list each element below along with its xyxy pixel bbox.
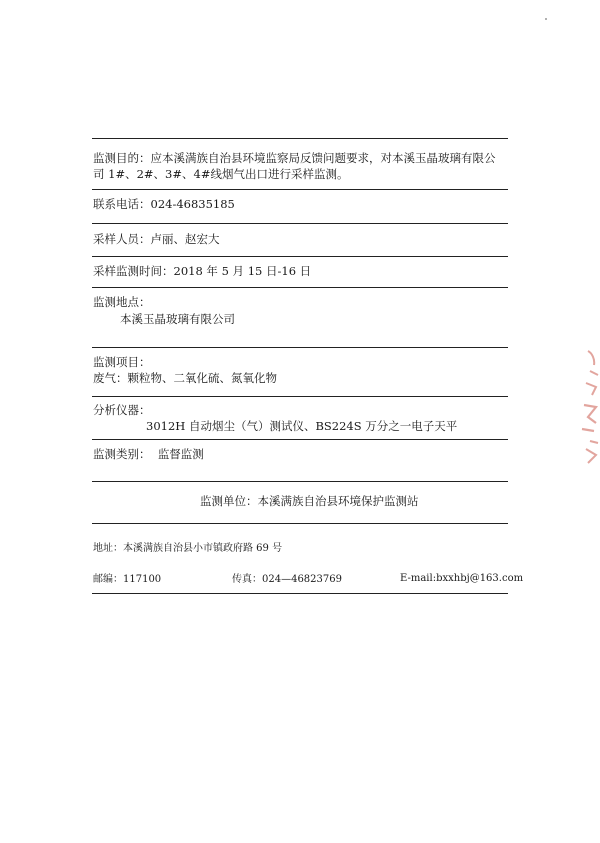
footer-address: 地址：本溪满族自治县小市镇政府路 69 号	[93, 543, 283, 554]
divider	[92, 189, 508, 190]
phone-value: 024-46835185	[150, 197, 235, 211]
divider	[92, 347, 508, 348]
red-seal-fragment	[574, 345, 600, 475]
footer-fax: 传真：024—46823769	[232, 574, 342, 585]
location-label: 监测地点：	[93, 295, 151, 309]
phone-row	[93, 196, 235, 212]
phone-label: 联系电话：	[93, 197, 151, 211]
divider	[92, 138, 508, 139]
sampler-label: 采样人员：	[93, 232, 151, 246]
divider	[92, 439, 508, 440]
divider	[92, 287, 508, 288]
divider	[92, 223, 508, 224]
divider	[92, 396, 508, 397]
scan-speck	[545, 18, 547, 20]
unit-label: 监测单位：	[200, 494, 258, 508]
purpose-text-1: 应本溪满族自治县环境监察局反馈问题要求，对本溪玉晶玻璃有限公	[150, 151, 496, 165]
purpose-line-1	[93, 150, 496, 166]
unit-row	[200, 493, 419, 509]
category-value: 监督监测	[157, 447, 204, 461]
sampling-time-label: 采样监测时间：	[93, 264, 174, 278]
items-value: 废气：颗粒物、二氧化硫、氮氧化物	[93, 371, 277, 385]
footer-email: E-mail:bxxhbj@163.com	[400, 573, 524, 584]
instruments-label: 分析仪器：	[93, 403, 151, 417]
unit-value: 本溪满族自治县环境保护监测站	[257, 494, 419, 508]
purpose-text-2: 司 1#、2#、3#、4#线烟气出口进行采样监测。	[93, 167, 349, 181]
sampling-time-row	[93, 263, 311, 279]
sampler-row	[93, 231, 220, 247]
divider	[92, 481, 508, 482]
sampling-time-value: 2018 年 5 月 15 日-16 日	[173, 264, 312, 278]
purpose-label: 监测目的：	[93, 151, 151, 165]
divider	[92, 593, 508, 594]
divider	[92, 523, 508, 524]
category-row	[93, 446, 204, 462]
category-label: 监测类别：	[93, 447, 151, 461]
divider	[92, 256, 508, 257]
location-value: 本溪玉晶玻璃有限公司	[120, 312, 235, 326]
instruments-value: 3012H 自动烟尘（气）测试仪、BS224S 万分之一电子天平	[146, 419, 458, 433]
footer-postcode: 邮编：117100	[93, 574, 162, 585]
items-label: 监测项目：	[93, 355, 151, 369]
sampler-value: 卢丽、赵宏大	[150, 232, 220, 246]
